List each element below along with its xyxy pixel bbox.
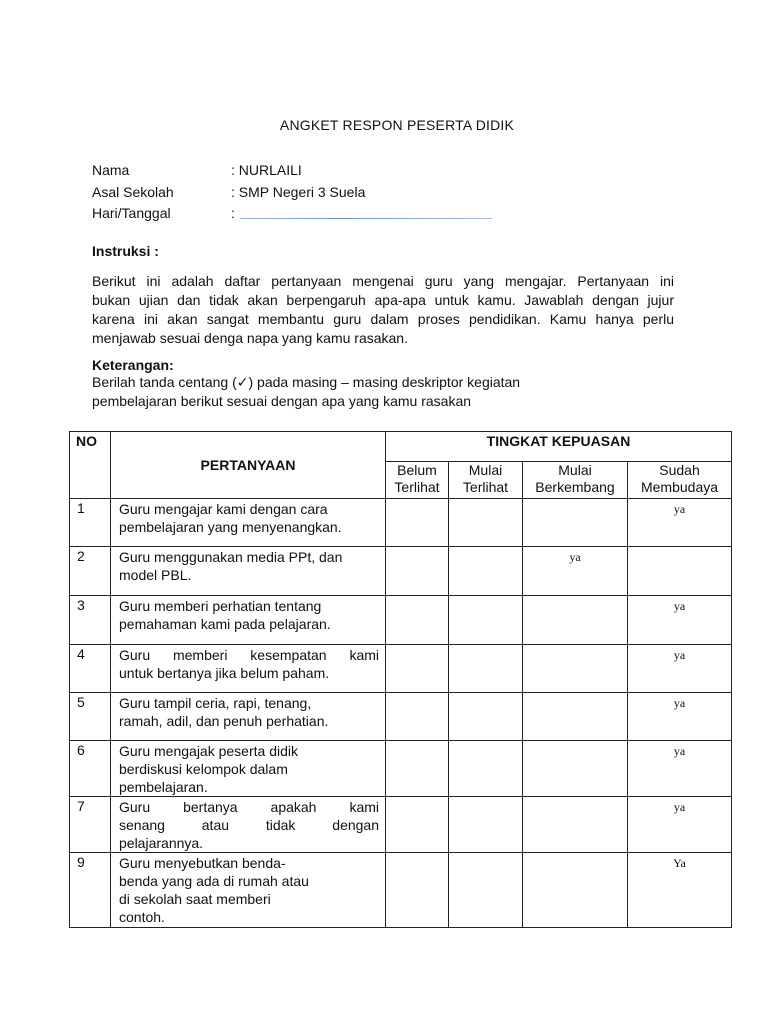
question-line: ramah, adil, dan penuh perhatian. (119, 713, 329, 729)
table-row (70, 741, 732, 797)
question-line: pelajarannya. (119, 835, 204, 851)
header-level: Belum Terlihat (386, 462, 449, 499)
rating-cell[interactable] (523, 596, 628, 645)
rating-answer[interactable]: ya (628, 645, 732, 693)
rating-cell[interactable] (449, 499, 523, 547)
rating-cell[interactable] (449, 645, 523, 693)
rating-cell[interactable] (523, 693, 628, 741)
field-tanggal-value[interactable]: : (231, 205, 235, 221)
rating-answer[interactable]: ya (628, 693, 732, 741)
row-number: 3 (70, 596, 111, 645)
keterangan-line: pembelajaran berikut sesuai dengan apa yang kamu rasakan (92, 393, 472, 409)
survey-rows (70, 499, 732, 928)
header-tingkat-kepuasan: TINGKAT KEPUASAN (386, 432, 732, 462)
question-line: Guru mengajak peserta didik (119, 743, 298, 759)
rating-cell[interactable] (628, 547, 732, 596)
header-level: Mulai Terlihat (449, 462, 523, 499)
row-number: 7 (70, 797, 111, 853)
question-line: Guru memberi kesempatan kami (119, 647, 379, 663)
rating-cell[interactable] (386, 645, 449, 693)
rating-answer[interactable]: ya (628, 741, 732, 797)
table-row (70, 547, 732, 596)
rating-cell[interactable] (449, 797, 523, 853)
field-sekolah-label: Asal Sekolah (92, 184, 174, 200)
rating-answer[interactable]: ya (523, 547, 628, 596)
field-tanggal-label: Hari/Tanggal (92, 205, 171, 221)
rating-cell[interactable] (386, 547, 449, 596)
question-text (111, 693, 386, 741)
question-line: Guru bertanya apakah kami (119, 799, 379, 815)
date-fill-line[interactable] (240, 218, 492, 219)
question-text (111, 645, 386, 693)
question-line: pembelajaran yang menyenangkan. (119, 519, 342, 535)
header-pertanyaan: PERTANYAAN (111, 432, 386, 499)
question-text (111, 797, 386, 853)
question-line: model PBL. (119, 567, 192, 583)
rating-answer[interactable]: ya (628, 499, 732, 547)
question-line: Guru tampil ceria, rapi, tenang, (119, 695, 312, 711)
instruksi-line: bukan ujian dan tidak akan berpengaruh apa-apa untuk kamu. Jawablah dengan jujur (92, 292, 674, 308)
question-line: contoh. (119, 909, 165, 925)
header-level: Mulai Berkembang (523, 462, 628, 499)
rating-cell[interactable] (449, 693, 523, 741)
row-number: 4 (70, 645, 111, 693)
question-text (111, 741, 386, 797)
rating-answer[interactable]: ya (628, 797, 732, 853)
question-text (111, 596, 386, 645)
table-row (70, 596, 732, 645)
question-text (111, 499, 386, 547)
rating-cell[interactable] (523, 797, 628, 853)
rating-cell[interactable] (386, 499, 449, 547)
rating-cell[interactable] (386, 693, 449, 741)
question-line: senang atau tidak dengan (119, 817, 379, 833)
row-number: 9 (70, 853, 111, 928)
row-number: 2 (70, 547, 111, 596)
header-no: NO (70, 432, 111, 499)
rating-cell[interactable] (449, 596, 523, 645)
instruksi-heading: Instruksi : (92, 243, 159, 259)
rating-cell[interactable] (386, 741, 449, 797)
keterangan-line: Berilah tanda centang (✓) pada masing – masing deskriptor kegiatan (92, 374, 521, 390)
question-line: Guru menyebutkan benda- (119, 855, 286, 871)
rating-cell[interactable] (523, 853, 628, 928)
question-line: pembelajaran. (119, 779, 208, 795)
question-text (111, 547, 386, 596)
field-nama-label: Nama (92, 162, 130, 178)
question-line: pemahaman kami pada pelajaran. (119, 616, 331, 632)
header-level: Sudah Membudaya (628, 462, 732, 499)
rating-cell[interactable] (523, 645, 628, 693)
instruksi-line: Berikut ini adalah daftar pertanyaan mengenai guru yang mengajar. Pertanyaan ini (92, 273, 674, 289)
question-line: Guru mengajar kami dengan cara (119, 501, 328, 517)
rating-cell[interactable] (386, 853, 449, 928)
instruksi-line: menjawab sesuai denga napa yang kamu rasakan. (92, 330, 408, 346)
field-sekolah-value[interactable]: : SMP Negeri 3 Suela (231, 184, 366, 200)
row-number: 1 (70, 499, 111, 547)
rating-answer[interactable]: ya (628, 596, 732, 645)
rating-cell[interactable] (386, 797, 449, 853)
survey-table (69, 431, 732, 928)
row-number: 6 (70, 741, 111, 797)
rating-cell[interactable] (386, 596, 449, 645)
rating-cell[interactable] (449, 853, 523, 928)
rating-cell[interactable] (449, 741, 523, 797)
rating-cell[interactable] (523, 499, 628, 547)
question-line: Guru menggunakan media PPt, dan (119, 549, 343, 565)
instruksi-paragraph (92, 272, 674, 348)
rating-cell[interactable] (449, 547, 523, 596)
keterangan-heading: Keterangan: (92, 357, 174, 373)
question-line: untuk bertanya jika belum paham. (119, 665, 330, 681)
question-line: berdiskusi kelompok dalam (119, 761, 288, 777)
table-row (70, 499, 732, 547)
table-row (70, 797, 732, 853)
question-line: benda yang ada di rumah atau (119, 873, 309, 889)
table-row (70, 853, 732, 928)
rating-answer[interactable]: Ya (628, 853, 732, 928)
document-title: ANGKET RESPON PESERTA DIDIK (279, 117, 515, 133)
table-row (70, 693, 732, 741)
row-number: 5 (70, 693, 111, 741)
instruksi-line: karena ini akan sangat membantu guru dalam proses pendidikan. Kamu hanya perlu (92, 311, 674, 327)
rating-cell[interactable] (523, 741, 628, 797)
question-line: di sekolah saat memberi (119, 891, 271, 907)
field-nama-value[interactable]: : NURLAILI (231, 162, 302, 178)
question-text (111, 853, 386, 928)
table-row (70, 645, 732, 693)
question-line: Guru memberi perhatian tentang (119, 598, 322, 614)
